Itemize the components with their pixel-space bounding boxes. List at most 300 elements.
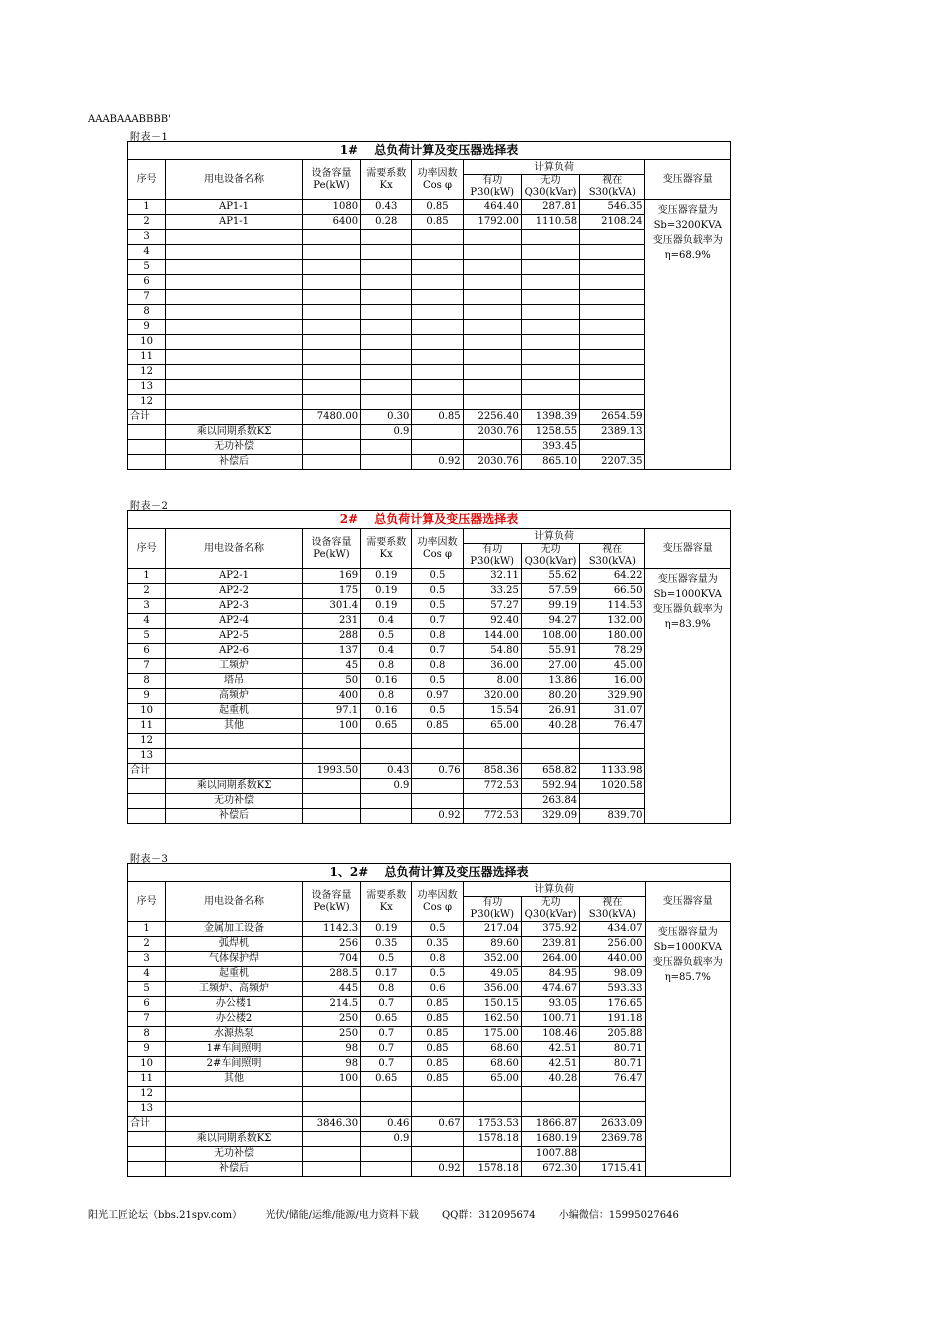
table-cell: 772.53 <box>463 809 521 824</box>
table-cell <box>412 1102 463 1117</box>
table-cell <box>580 395 645 410</box>
table-cell <box>580 290 645 305</box>
table-cell <box>580 749 645 764</box>
header-demand-label: 需要系数 <box>366 889 407 901</box>
table-row <box>128 967 731 982</box>
table-cell: 2654.59 <box>580 410 645 425</box>
table-cell <box>463 230 521 245</box>
table-cell: 55.91 <box>521 644 579 659</box>
table-cell: 8.00 <box>463 674 521 689</box>
footer-wechat: 小编微信：15995027646 <box>558 1210 679 1221</box>
header-demand-unit: Kx <box>379 548 393 560</box>
table-cell: 3 <box>128 599 166 614</box>
table-cell: 40.28 <box>521 1072 579 1087</box>
header-reactive <box>521 544 579 569</box>
table-cell <box>361 1162 412 1177</box>
header-capacity-label: 设备容量 <box>311 536 352 548</box>
table-cell: 2369.78 <box>580 1132 645 1147</box>
table-cell <box>361 395 412 410</box>
table-cell <box>128 1132 166 1147</box>
transformer-note-line: η=85.7% <box>664 972 711 983</box>
table-cell: 2633.09 <box>580 1117 645 1132</box>
table-cell: 9 <box>128 1042 166 1057</box>
footer-topics: 光伏/储能/运维/能源/电力资料下载 <box>265 1210 419 1221</box>
header-demand-unit: Kx <box>379 179 393 191</box>
table-cell <box>361 290 412 305</box>
table-cell: 27.00 <box>521 659 579 674</box>
table-cell <box>412 335 463 350</box>
table-cell: 108.00 <box>521 629 579 644</box>
table-cell <box>166 350 303 365</box>
table-cell: 10 <box>128 335 166 350</box>
table-cell: 0.9 <box>361 779 412 794</box>
table-cell: 0.4 <box>361 644 412 659</box>
header-capacity-unit: Pe(kW) <box>313 179 350 191</box>
table-cell: 工频炉、高频炉 <box>166 982 303 997</box>
table-cell <box>361 1087 412 1102</box>
table-cell: 0.19 <box>361 599 412 614</box>
table-cell: 0.5 <box>412 922 463 937</box>
table-cell <box>166 260 303 275</box>
table-cell: 33.25 <box>463 584 521 599</box>
table-cell <box>361 335 412 350</box>
header-apparent <box>580 897 645 922</box>
table-cell <box>412 380 463 395</box>
table-cell: 865.10 <box>521 455 579 470</box>
table-cell: 10 <box>128 704 166 719</box>
table-cell: 772.53 <box>463 779 521 794</box>
table-cell <box>463 365 521 380</box>
table-cell <box>521 395 579 410</box>
table-cell <box>463 749 521 764</box>
table-row <box>128 584 731 599</box>
table-cell <box>463 350 521 365</box>
table-cell: 办公楼2 <box>166 1012 303 1027</box>
table-cell: 12 <box>128 395 166 410</box>
appendix-label-3: 附表－3 <box>130 854 169 865</box>
table-cell <box>302 320 360 335</box>
table-cell: 100 <box>302 1072 360 1087</box>
header-demand <box>361 160 412 200</box>
table-cell <box>463 275 521 290</box>
table-row <box>128 1012 731 1027</box>
table-cell <box>361 734 412 749</box>
table-cell: 塔吊 <box>166 674 303 689</box>
table-row <box>128 230 731 245</box>
table-row <box>128 569 731 584</box>
table-cell: 45 <box>302 659 360 674</box>
table-cell: 0.5 <box>412 704 463 719</box>
table-cell: 0.7 <box>361 1042 412 1057</box>
table-cell <box>580 245 645 260</box>
table-cell: 0.5 <box>412 584 463 599</box>
header-active <box>463 544 521 569</box>
table-cell: 4 <box>128 614 166 629</box>
table-cell <box>128 1147 166 1162</box>
table-cell: 57.59 <box>521 584 579 599</box>
table-cell: 0.65 <box>361 1072 412 1087</box>
table-cell <box>302 290 360 305</box>
header-seq: 序号 <box>128 882 166 922</box>
table-cell <box>412 425 463 440</box>
transformer-note-line: 变压器容量为 <box>657 205 718 216</box>
table-cell: 393.45 <box>521 440 579 455</box>
table-cell: 0.9 <box>361 425 412 440</box>
summary-row <box>128 1147 731 1162</box>
table-cell: 0.46 <box>361 1117 412 1132</box>
table-cell: 320.00 <box>463 689 521 704</box>
table-cell: 3 <box>128 952 166 967</box>
header-capacity-label: 设备容量 <box>311 889 352 901</box>
table-cell: 50 <box>302 674 360 689</box>
table-cell <box>412 245 463 260</box>
table-cell: 2 <box>128 584 166 599</box>
table-cell: 256 <box>302 937 360 952</box>
table-cell: 1 <box>128 200 166 215</box>
table-cell <box>521 1102 579 1117</box>
table-cell: 839.70 <box>580 809 645 824</box>
table-cell: 无功补偿 <box>166 440 303 455</box>
table-cell: 1020.58 <box>580 779 645 794</box>
header-active-unit: P30(kW) <box>470 909 515 920</box>
table-cell <box>463 305 521 320</box>
table-cell: AP1-1 <box>166 200 303 215</box>
table-cell: 起重机 <box>166 704 303 719</box>
table-cell <box>521 335 579 350</box>
table-cell: 0.5 <box>412 599 463 614</box>
table-cell: 0.8 <box>361 689 412 704</box>
table-cell: 205.88 <box>580 1027 645 1042</box>
table-cell: 99.19 <box>521 599 579 614</box>
table-cell: 400 <box>302 689 360 704</box>
table-cell: 54.80 <box>463 644 521 659</box>
load-table-3 <box>127 863 731 1177</box>
table-cell: 1110.58 <box>521 215 579 230</box>
table-cell <box>361 455 412 470</box>
table-cell <box>463 1102 521 1117</box>
table-cell: 0.19 <box>361 569 412 584</box>
table-cell: 98 <box>302 1057 360 1072</box>
table-cell: 239.81 <box>521 937 579 952</box>
table-row <box>128 1102 731 1117</box>
table-cell: 0.43 <box>361 764 412 779</box>
table-cell <box>412 1147 463 1162</box>
table-cell: 0.16 <box>361 674 412 689</box>
table-cell: 0.85 <box>412 997 463 1012</box>
table-cell: 434.07 <box>580 922 645 937</box>
table-cell <box>302 260 360 275</box>
table-cell: 0.8 <box>412 629 463 644</box>
table-cell: 乘以同期系数KΣ <box>166 425 303 440</box>
table-cell: 9 <box>128 689 166 704</box>
table-cell: 546.35 <box>580 200 645 215</box>
table-cell <box>412 440 463 455</box>
top-code-text: AAABAAABBBB' <box>88 114 171 125</box>
table-cell: 68.60 <box>463 1042 521 1057</box>
table-cell: 补偿后 <box>166 809 303 824</box>
table-cell: 175 <box>302 584 360 599</box>
table-cell: 0.5 <box>361 952 412 967</box>
table-row <box>128 749 731 764</box>
table-cell: 2108.24 <box>580 215 645 230</box>
table-cell: 288.5 <box>302 967 360 982</box>
table-cell <box>166 1117 303 1132</box>
table-cell <box>521 320 579 335</box>
table-cell <box>580 260 645 275</box>
table-cell: 4 <box>128 245 166 260</box>
table-cell <box>302 275 360 290</box>
table-cell: 42.51 <box>521 1057 579 1072</box>
table-cell <box>580 1102 645 1117</box>
transformer-note-line: Sb=3200KVA <box>653 220 722 231</box>
table-cell: 合计 <box>128 764 166 779</box>
table-row <box>128 245 731 260</box>
table-cell: 0.30 <box>361 410 412 425</box>
table-cell: AP2-5 <box>166 629 303 644</box>
table-cell: 4 <box>128 967 166 982</box>
header-reactive-label: 无功 <box>540 175 561 186</box>
table-cell: 补偿后 <box>166 1162 303 1177</box>
table-cell <box>463 395 521 410</box>
header-apparent-label: 视在 <box>602 175 623 186</box>
table-cell <box>580 335 645 350</box>
table-cell: 1080 <box>302 200 360 215</box>
table-cell: 合计 <box>128 410 166 425</box>
table-cell: 2 <box>128 937 166 952</box>
table-cell: 32.11 <box>463 569 521 584</box>
table-cell <box>166 410 303 425</box>
header-device-name: 用电设备名称 <box>166 160 303 200</box>
table-cell <box>128 794 166 809</box>
table-cell: 6 <box>128 644 166 659</box>
table-cell: 175.00 <box>463 1027 521 1042</box>
table-cell: 231 <box>302 614 360 629</box>
table-cell: 1 <box>128 922 166 937</box>
header-device-name: 用电设备名称 <box>166 882 303 922</box>
table-cell: 11 <box>128 1072 166 1087</box>
table-cell: 57.27 <box>463 599 521 614</box>
table-cell <box>302 350 360 365</box>
table-cell: 0.97 <box>412 689 463 704</box>
table-cell <box>463 320 521 335</box>
summary-row <box>128 1162 731 1177</box>
table-row <box>128 305 731 320</box>
table-cell <box>128 440 166 455</box>
table-row <box>128 689 731 704</box>
table-cell: 329.90 <box>580 689 645 704</box>
table-cell: 水源热泵 <box>166 1027 303 1042</box>
table-cell <box>521 305 579 320</box>
summary-row <box>128 440 731 455</box>
table-cell <box>463 290 521 305</box>
table-cell: 100.71 <box>521 1012 579 1027</box>
table-cell: 2207.35 <box>580 455 645 470</box>
table-cell <box>521 290 579 305</box>
table-row <box>128 320 731 335</box>
table-row <box>128 1072 731 1087</box>
header-capacity-label: 设备容量 <box>311 167 352 179</box>
table-cell: 0.85 <box>412 1057 463 1072</box>
table-cell <box>302 1162 360 1177</box>
table-cell: 593.33 <box>580 982 645 997</box>
table-row <box>128 215 731 230</box>
table-row <box>128 260 731 275</box>
table-cell: 329.09 <box>521 809 579 824</box>
table-cell <box>302 734 360 749</box>
transformer-note-line: 变压器负载率为 <box>652 957 723 968</box>
table-cell: 11 <box>128 350 166 365</box>
table-cell: 256.00 <box>580 937 645 952</box>
header-demand-unit: Kx <box>379 901 393 913</box>
appendix-label-1: 附表－1 <box>130 132 169 143</box>
table-cell: 0.19 <box>361 584 412 599</box>
table-cell: 1753.53 <box>463 1117 521 1132</box>
header-pf <box>412 529 463 569</box>
table-row <box>128 1042 731 1057</box>
load-table-1 <box>127 141 731 470</box>
table-row <box>128 997 731 1012</box>
header-apparent <box>580 175 645 200</box>
summary-row <box>128 410 731 425</box>
table-cell: 445 <box>302 982 360 997</box>
header-capacity-unit: Pe(kW) <box>313 548 350 560</box>
table-cell: 1866.87 <box>521 1117 579 1132</box>
table-cell: 0.7 <box>412 644 463 659</box>
table-row <box>128 395 731 410</box>
table-cell: AP2-3 <box>166 599 303 614</box>
table-cell: 气体保护焊 <box>166 952 303 967</box>
table-cell: 0.92 <box>412 809 463 824</box>
table-cell: 1258.55 <box>521 425 579 440</box>
table-cell: 8 <box>128 674 166 689</box>
footer <box>88 1206 697 1221</box>
table-cell <box>412 365 463 380</box>
summary-row <box>128 455 731 470</box>
table-row <box>128 350 731 365</box>
table-cell <box>361 794 412 809</box>
table-cell <box>302 305 360 320</box>
header-reactive-label: 无功 <box>540 897 561 908</box>
table-cell <box>302 809 360 824</box>
table-cell: 78.29 <box>580 644 645 659</box>
table-cell <box>302 1147 360 1162</box>
table-cell: 弧焊机 <box>166 937 303 952</box>
transformer-note-line: 变压器容量为 <box>657 927 718 938</box>
table-cell: 0.35 <box>412 937 463 952</box>
table-cell: 464.40 <box>463 200 521 215</box>
table-cell: 7 <box>128 659 166 674</box>
table-row <box>128 719 731 734</box>
table-cell: 0.8 <box>361 982 412 997</box>
table-row <box>128 734 731 749</box>
table-cell <box>166 734 303 749</box>
table-cell: 191.18 <box>580 1012 645 1027</box>
table-cell: AP2-1 <box>166 569 303 584</box>
table-cell: 2256.40 <box>463 410 521 425</box>
header-calc-load: 计算负荷 <box>463 882 645 897</box>
table-cell <box>521 245 579 260</box>
header-seq: 序号 <box>128 529 166 569</box>
table-cell: 288 <box>302 629 360 644</box>
table-cell: 金属加工设备 <box>166 922 303 937</box>
table-cell: 6 <box>128 275 166 290</box>
table-cell: 94.27 <box>521 614 579 629</box>
table-cell <box>302 749 360 764</box>
table-cell <box>128 455 166 470</box>
table-cell: 80.71 <box>580 1057 645 1072</box>
table-cell: 474.67 <box>521 982 579 997</box>
table-cell: 672.30 <box>521 1162 579 1177</box>
table-row <box>128 674 731 689</box>
table-row <box>128 629 731 644</box>
table-cell: 31.07 <box>580 704 645 719</box>
header-pf-label: 功率因数 <box>417 889 458 901</box>
table-cell: 1993.50 <box>302 764 360 779</box>
table-cell: 15.54 <box>463 704 521 719</box>
table-cell <box>302 1102 360 1117</box>
header-demand-label: 需要系数 <box>366 536 407 548</box>
table-cell: 1133.98 <box>580 764 645 779</box>
table-cell <box>521 350 579 365</box>
table-cell: 2 <box>128 215 166 230</box>
table-cell: 176.65 <box>580 997 645 1012</box>
table-title: 1、2# 总负荷计算及变压器选择表 <box>128 864 731 882</box>
summary-row <box>128 809 731 824</box>
table-cell: 114.53 <box>580 599 645 614</box>
table-cell <box>412 734 463 749</box>
header-transformer: 变压器容量 <box>645 529 731 569</box>
table-cell <box>580 305 645 320</box>
table-row <box>128 290 731 305</box>
table-cell: 93.05 <box>521 997 579 1012</box>
header-seq: 序号 <box>128 160 166 200</box>
table-cell: 76.47 <box>580 1072 645 1087</box>
table-cell <box>412 275 463 290</box>
table-cell <box>302 230 360 245</box>
header-device-name: 用电设备名称 <box>166 529 303 569</box>
table-cell: 108.46 <box>521 1027 579 1042</box>
transformer-note-line: Sb=1000KVA <box>653 589 722 600</box>
table-cell <box>361 260 412 275</box>
header-demand <box>361 529 412 569</box>
transformer-note <box>645 569 731 824</box>
table-cell: 68.60 <box>463 1057 521 1072</box>
table-cell <box>361 230 412 245</box>
table-cell: 6400 <box>302 215 360 230</box>
header-demand-label: 需要系数 <box>366 167 407 179</box>
table-cell <box>166 275 303 290</box>
table-cell <box>166 764 303 779</box>
table-cell <box>463 335 521 350</box>
header-pf-unit: Cos φ <box>422 179 452 191</box>
table-cell <box>361 275 412 290</box>
table-title: 1# 总负荷计算及变压器选择表 <box>128 142 731 160</box>
table-cell: 0.67 <box>412 1117 463 1132</box>
summary-row <box>128 764 731 779</box>
table-cell: 65.00 <box>463 719 521 734</box>
table-cell <box>361 1147 412 1162</box>
table-cell: 80.71 <box>580 1042 645 1057</box>
header-reactive-label: 无功 <box>540 544 561 555</box>
table-cell: 356.00 <box>463 982 521 997</box>
table-cell: 100 <box>302 719 360 734</box>
table-cell: 13 <box>128 749 166 764</box>
table-cell: 办公楼1 <box>166 997 303 1012</box>
table-row <box>128 952 731 967</box>
table-cell <box>166 335 303 350</box>
summary-row <box>128 779 731 794</box>
header-apparent-label: 视在 <box>602 544 623 555</box>
